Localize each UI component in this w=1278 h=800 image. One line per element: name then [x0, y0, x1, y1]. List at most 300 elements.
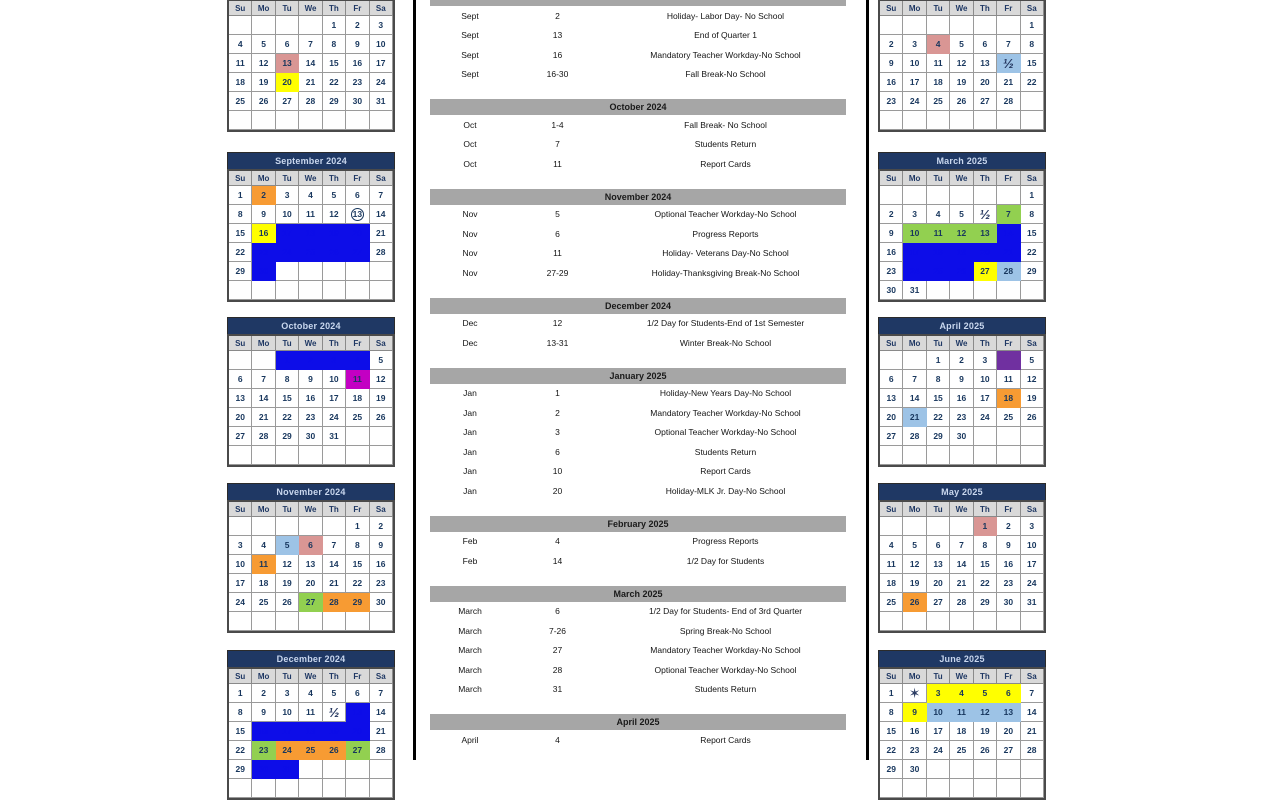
weekday-label: We — [950, 171, 973, 186]
day-cell — [323, 779, 346, 798]
day-number: 6 — [354, 687, 360, 698]
day-number: 17 — [376, 57, 386, 68]
day-number: 28 — [1003, 265, 1014, 276]
day-number: 28 — [1003, 95, 1014, 106]
weekday-label: Fr — [346, 669, 369, 684]
day-cell — [927, 684, 950, 703]
day-number: 1 — [237, 189, 243, 200]
day-number: 3 — [1029, 520, 1035, 531]
day-number: 6 — [354, 189, 360, 200]
day-cell — [903, 54, 926, 73]
day-cell — [370, 779, 393, 798]
day-number: 27 — [886, 430, 896, 441]
weekday-label: Th — [974, 336, 997, 351]
day-number: 24 — [933, 744, 943, 755]
event-row — [430, 551, 846, 571]
day-cell — [370, 73, 393, 92]
day-cell — [229, 684, 252, 703]
event-row — [430, 6, 846, 26]
day-cell — [950, 427, 973, 446]
event-description: Mandatory Teacher Workday-No School — [650, 49, 801, 60]
day-cell — [974, 446, 997, 465]
weekday-label: Su — [229, 669, 252, 684]
event-day: 6 — [555, 446, 560, 457]
event-day: 28 — [552, 664, 563, 675]
day-number: 27 — [980, 265, 990, 276]
day-number: 20 — [980, 246, 990, 257]
day-cell — [252, 243, 275, 262]
day-cell — [997, 408, 1020, 427]
event-row — [430, 224, 846, 244]
day-cell — [974, 73, 997, 92]
day-number: 24 — [376, 76, 386, 87]
day-cell — [346, 111, 369, 130]
day-cell — [927, 555, 950, 574]
day-cell — [346, 536, 369, 555]
event-row — [430, 680, 846, 700]
day-cell — [950, 741, 973, 760]
day-number: 13 — [305, 558, 316, 569]
day-number: 23 — [376, 577, 386, 588]
day-cell — [370, 16, 393, 35]
day-cell — [252, 224, 275, 243]
day-cell — [323, 536, 346, 555]
day-number: 26 — [282, 596, 292, 607]
day-cell — [997, 760, 1020, 779]
day-cell — [276, 408, 299, 427]
event-month-header: November 2024 — [430, 189, 846, 205]
day-cell — [974, 243, 997, 262]
mini-calendar — [227, 317, 395, 467]
event-row — [430, 115, 846, 135]
day-cell — [950, 224, 973, 243]
day-number: 25 — [305, 744, 316, 755]
day-cell — [252, 35, 275, 54]
day-number: 30 — [305, 430, 316, 441]
day-number: 4 — [935, 38, 941, 49]
weekday-label: Th — [323, 669, 346, 684]
day-cell — [252, 262, 275, 281]
day-cell — [346, 574, 369, 593]
event-month: March — [458, 625, 482, 636]
event-month: Jan — [463, 485, 477, 496]
day-cell — [229, 35, 252, 54]
divider-right — [866, 0, 869, 760]
day-number: 8 — [354, 539, 360, 550]
day-number: 1 — [1029, 189, 1035, 200]
day-number: 7 — [378, 189, 384, 200]
day-number: 30 — [909, 763, 920, 774]
day-number: 25 — [933, 265, 943, 276]
day-cell — [229, 536, 252, 555]
day-number: 18 — [886, 577, 896, 588]
event-month: April — [461, 734, 479, 745]
day-number: 18 — [956, 725, 967, 736]
day-number: 10 — [1027, 539, 1037, 550]
day-cell — [950, 408, 973, 427]
day-cell — [927, 389, 950, 408]
day-number: 28 — [258, 430, 269, 441]
day-cell — [880, 408, 903, 427]
day-number: 9 — [308, 373, 313, 384]
day-number: 12 — [258, 57, 269, 68]
weekday-label: Fr — [997, 1, 1020, 16]
event-description: Students Return — [694, 139, 757, 150]
event-month: Jan — [463, 466, 477, 477]
day-cell — [1021, 92, 1044, 111]
day-number: 15 — [329, 57, 339, 68]
day-number: 7 — [378, 687, 384, 698]
day-cell — [370, 555, 393, 574]
day-cell — [950, 517, 973, 536]
day-cell — [346, 612, 369, 631]
day-cell — [1021, 205, 1044, 224]
day-number: 2 — [1005, 520, 1011, 531]
day-cell — [927, 16, 950, 35]
day-cell — [299, 224, 322, 243]
day-cell — [903, 612, 926, 631]
day-cell — [880, 54, 903, 73]
mini-calendar — [878, 650, 1046, 800]
day-number: 10 — [376, 38, 386, 49]
event-row — [430, 423, 846, 443]
calendar-month-title: October 2024 — [227, 317, 395, 334]
day-cell — [903, 205, 926, 224]
event-month: Dec — [462, 318, 478, 329]
day-cell — [299, 35, 322, 54]
event-day: 5 — [555, 209, 560, 220]
day-cell — [927, 281, 950, 300]
event-month: Feb — [462, 536, 478, 547]
day-number: 7 — [331, 539, 337, 550]
day-number: 14 — [956, 558, 967, 569]
day-cell — [903, 536, 926, 555]
day-cell — [903, 16, 926, 35]
day-cell — [229, 612, 252, 631]
event-month: Sept — [461, 10, 479, 21]
day-number: 19 — [956, 246, 967, 257]
day-number: 17 — [1027, 558, 1037, 569]
event-month: Nov — [462, 267, 478, 278]
event-day: 11 — [553, 248, 562, 259]
weekday-label: Th — [323, 502, 346, 517]
day-cell — [880, 111, 903, 130]
day-number: 17 — [909, 76, 920, 87]
weekday-label: We — [299, 502, 322, 517]
day-number: 12 — [1027, 373, 1037, 384]
weekday-label: Su — [229, 171, 252, 186]
weekday-label: Fr — [346, 171, 369, 186]
calendar-grid — [227, 0, 395, 132]
day-cell — [950, 684, 973, 703]
event-month: Jan — [463, 446, 477, 457]
event-day: 2 — [555, 10, 560, 21]
weekday-label: Fr — [997, 669, 1020, 684]
day-number: 26 — [329, 744, 339, 755]
day-cell — [880, 517, 903, 536]
day-cell — [950, 593, 973, 612]
day-cell — [299, 574, 322, 593]
day-cell — [276, 54, 299, 73]
day-cell — [252, 779, 275, 798]
day-cell — [229, 408, 252, 427]
event-description: Mandatory Teacher Workday-No School — [650, 407, 801, 418]
event-day: 11 — [553, 158, 562, 169]
day-cell — [903, 684, 926, 703]
day-cell — [997, 262, 1020, 281]
day-cell — [346, 593, 369, 612]
weekday-label: Sa — [1021, 171, 1044, 186]
day-cell — [346, 243, 369, 262]
day-number: 20 — [352, 725, 363, 736]
calendar-grid — [227, 334, 395, 467]
day-cell — [276, 593, 299, 612]
day-cell — [370, 281, 393, 300]
weekday-label: Th — [323, 171, 346, 186]
day-cell — [370, 612, 393, 631]
day-cell — [299, 684, 322, 703]
event-month: March — [458, 606, 482, 617]
day-cell — [370, 517, 393, 536]
day-cell — [252, 351, 275, 370]
day-cell — [276, 446, 299, 465]
day-cell — [229, 722, 252, 741]
calendar-month-title: March 2025 — [878, 152, 1046, 169]
weekday-label: Fr — [997, 171, 1020, 186]
day-cell — [346, 205, 369, 224]
day-cell — [927, 186, 950, 205]
day-cell — [997, 370, 1020, 389]
day-cell — [1021, 612, 1044, 631]
day-number: 2 — [888, 208, 894, 219]
weekday-label: We — [950, 336, 973, 351]
day-cell — [252, 517, 275, 536]
day-cell — [974, 684, 997, 703]
day-cell — [276, 536, 299, 555]
event-day: 16 — [552, 49, 563, 60]
day-cell — [1021, 281, 1044, 300]
day-cell — [370, 741, 393, 760]
day-cell — [903, 741, 926, 760]
day-cell — [997, 243, 1020, 262]
day-number: 23 — [305, 411, 316, 422]
day-cell — [903, 722, 926, 741]
day-cell — [1021, 73, 1044, 92]
day-cell — [974, 370, 997, 389]
day-cell — [927, 205, 950, 224]
day-number: 31 — [909, 284, 920, 295]
day-number: 3 — [331, 354, 337, 365]
day-cell — [252, 722, 275, 741]
day-cell — [974, 389, 997, 408]
weekday-label: We — [299, 1, 322, 16]
day-number: 12 — [956, 57, 967, 68]
day-number: 19 — [1027, 392, 1037, 403]
weekday-label: Mo — [903, 502, 926, 517]
event-row — [430, 154, 846, 174]
day-cell — [880, 612, 903, 631]
event-description: Optional Teacher Workday-No School — [654, 209, 797, 220]
day-cell — [1021, 186, 1044, 205]
event-description: Report Cards — [700, 734, 751, 745]
day-cell — [323, 224, 346, 243]
day-number: 2 — [261, 189, 266, 200]
day-number: 4 — [354, 354, 360, 365]
event-description: 1/2 Day for Students-End of 1st Semester — [646, 318, 805, 329]
day-cell — [370, 92, 393, 111]
event-month: Sept — [461, 69, 479, 80]
day-number: 24 — [282, 744, 292, 755]
event-row — [430, 730, 846, 750]
day-cell — [370, 574, 393, 593]
day-number: 21 — [258, 411, 269, 422]
day-number: 29 — [329, 95, 339, 106]
day-cell — [346, 703, 369, 722]
day-cell — [880, 684, 903, 703]
day-cell — [323, 54, 346, 73]
day-number: 11 — [305, 706, 315, 717]
day-cell — [927, 427, 950, 446]
calendar-grid — [878, 169, 1046, 302]
day-number: 2 — [959, 354, 964, 365]
day-cell — [276, 262, 299, 281]
day-cell — [1021, 517, 1044, 536]
day-number: 4 — [261, 539, 266, 550]
day-number: 28 — [956, 596, 967, 607]
event-month-header: December 2024 — [430, 298, 846, 314]
day-number: 9 — [261, 208, 266, 219]
day-number: 4 — [308, 189, 313, 200]
day-cell — [880, 35, 903, 54]
weekday-label: Mo — [903, 1, 926, 16]
weekday-label: Th — [323, 336, 346, 351]
day-cell — [903, 760, 926, 779]
day-number: 4 — [308, 687, 313, 698]
day-number: 7 — [308, 38, 313, 49]
day-cell — [880, 389, 903, 408]
day-number: 30 — [956, 430, 967, 441]
weekday-label: Mo — [903, 171, 926, 186]
event-day: 7 — [555, 139, 560, 150]
day-number: 7 — [959, 539, 964, 550]
day-cell — [880, 427, 903, 446]
weekday-label: Th — [974, 502, 997, 517]
day-cell — [997, 427, 1020, 446]
day-number: 13 — [352, 208, 363, 219]
day-cell — [252, 741, 275, 760]
day-cell — [229, 427, 252, 446]
weekday-label: Tu — [276, 502, 299, 517]
day-number: 19 — [376, 392, 386, 403]
event-day: 13-31 — [546, 337, 569, 348]
weekday-label: Su — [229, 1, 252, 16]
events-column — [430, 0, 846, 750]
day-number: 9 — [888, 57, 894, 68]
day-number: 31 — [282, 763, 292, 774]
day-number: 10 — [909, 57, 920, 68]
weekday-label: Su — [880, 171, 903, 186]
day-cell — [299, 703, 322, 722]
day-cell — [323, 16, 346, 35]
day-cell — [903, 389, 926, 408]
day-number: 22 — [886, 744, 896, 755]
day-number: 21 — [329, 577, 339, 588]
day-cell — [997, 517, 1020, 536]
day-number: 13 — [980, 227, 990, 238]
day-number: 19 — [956, 76, 967, 87]
day-number: 20 — [886, 411, 896, 422]
day-cell — [370, 408, 393, 427]
day-cell — [370, 370, 393, 389]
day-number: 19 — [329, 725, 339, 736]
day-number: 30 — [258, 265, 269, 276]
day-number: 22 — [235, 246, 245, 257]
day-number: 2 — [888, 38, 894, 49]
day-number: 17 — [909, 246, 920, 257]
weekday-label: Th — [323, 1, 346, 16]
day-cell — [276, 16, 299, 35]
day-cell — [1021, 722, 1044, 741]
left-calendar-column — [227, 0, 397, 774]
weekday-label: Sa — [1021, 669, 1044, 684]
day-cell — [299, 408, 322, 427]
day-number: 5 — [1029, 354, 1035, 365]
day-cell — [370, 760, 393, 779]
day-cell — [1021, 446, 1044, 465]
day-cell — [323, 427, 346, 446]
day-cell — [997, 612, 1020, 631]
event-row — [430, 462, 846, 482]
day-number: 5 — [959, 208, 964, 219]
event-day: 31 — [552, 684, 563, 695]
day-number: 4 — [935, 208, 941, 219]
day-cell — [323, 35, 346, 54]
day-number: 31 — [376, 95, 386, 106]
day-number: 29 — [235, 763, 245, 774]
day-cell — [997, 224, 1020, 243]
day-number: 11 — [352, 373, 362, 384]
day-cell — [323, 446, 346, 465]
day-number: 6 — [935, 539, 941, 550]
day-cell — [974, 281, 997, 300]
day-cell — [903, 92, 926, 111]
day-number: 3 — [912, 38, 917, 49]
day-number: 16 — [956, 392, 967, 403]
weekday-label: Sa — [370, 1, 393, 16]
day-cell — [997, 351, 1020, 370]
day-cell — [346, 779, 369, 798]
event-row — [430, 135, 846, 155]
day-cell — [346, 684, 369, 703]
day-cell — [927, 35, 950, 54]
day-number: 24 — [909, 95, 920, 106]
event-day: 16-30 — [546, 69, 569, 80]
day-number: 16 — [886, 246, 896, 257]
weekday-label: Tu — [927, 171, 950, 186]
day-cell — [903, 446, 926, 465]
day-cell — [903, 186, 926, 205]
weekday-label: Su — [229, 336, 252, 351]
day-cell — [299, 593, 322, 612]
day-number: 23 — [258, 246, 269, 257]
day-cell — [880, 370, 903, 389]
weekday-label: Th — [974, 669, 997, 684]
day-cell — [927, 760, 950, 779]
day-number: 22 — [933, 411, 943, 422]
day-cell — [299, 427, 322, 446]
day-number: 20 — [933, 577, 943, 588]
weekday-label: We — [950, 502, 973, 517]
